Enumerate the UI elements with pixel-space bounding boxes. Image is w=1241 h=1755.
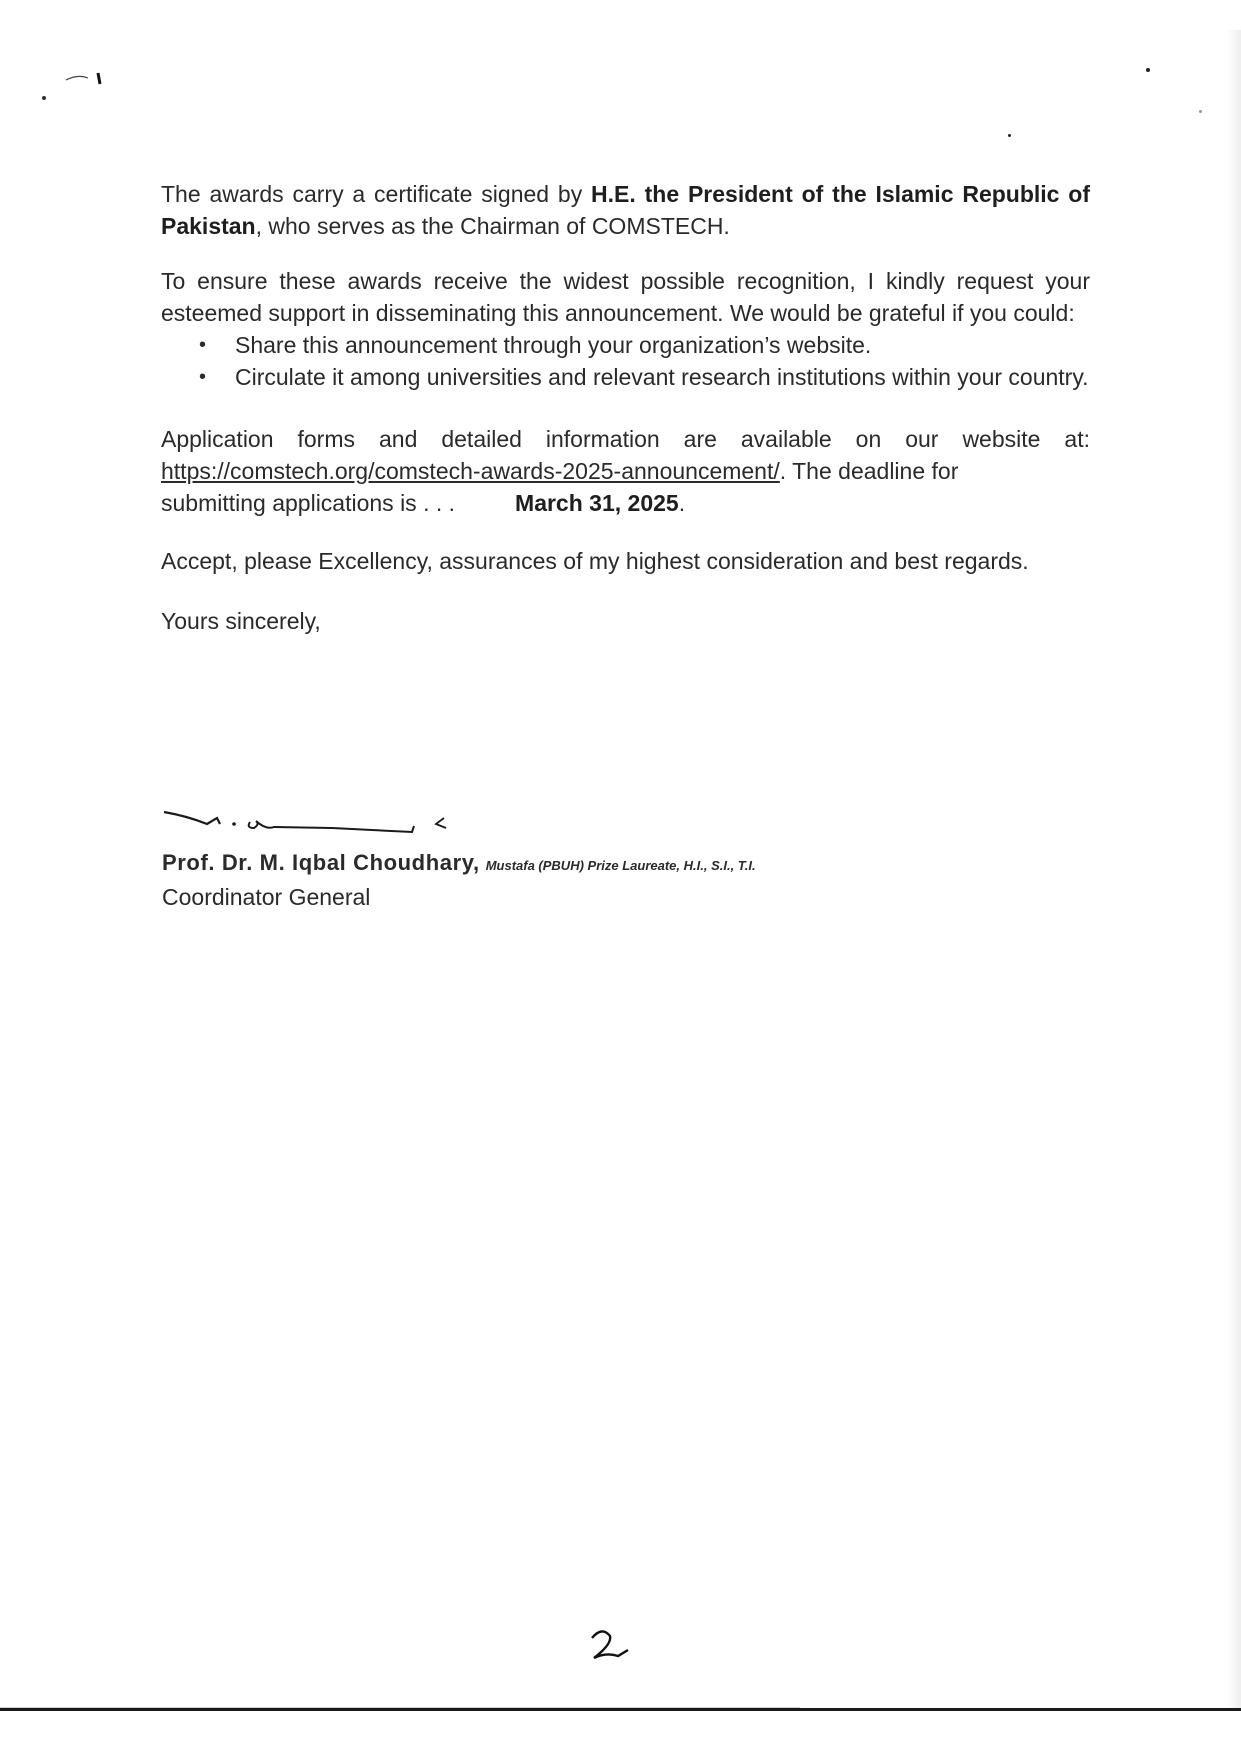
scan-speck	[1146, 68, 1150, 72]
scan-speck	[1199, 110, 1202, 113]
bullet-icon: •	[199, 334, 207, 356]
paragraph-application	[161, 423, 1090, 487]
website-link[interactable]: https://comstech.org/comstech-awards-2025-announcement/	[161, 458, 780, 484]
paragraph-closing: Accept, please Excellency, assurances of my highest consideration and best regards.	[161, 548, 1029, 574]
scan-speck	[1008, 134, 1011, 137]
scan-mark-top-left	[36, 66, 116, 106]
deadline-text: submitting applications is . . .	[161, 490, 456, 516]
paragraph-certificate-text-2: , who serves as the Chairman of COMSTECH.	[255, 213, 730, 239]
paragraph-certificate	[161, 178, 1090, 242]
handwritten-signature	[162, 806, 462, 846]
president-title: H.E. the President of the Islamic Republic of Pakistan	[161, 181, 1090, 239]
list-item-text: Share this announcement through your organization’s website.	[235, 332, 872, 358]
deadline-period: .	[678, 490, 686, 516]
list-item-text: Circulate it among universities and relevant research institutions within your country.	[235, 364, 1089, 390]
scan-edge-bottom	[0, 1708, 1241, 1711]
handwritten-page-number	[586, 1628, 636, 1668]
salutation: Yours sincerely,	[161, 608, 321, 634]
request-list	[161, 329, 1090, 393]
signer-line	[162, 850, 756, 876]
scan-edge-right	[1227, 30, 1241, 1710]
deadline-date: March 31, 2025	[515, 490, 679, 516]
paragraph-application-text-2: . The deadline for	[779, 458, 959, 484]
letter-body	[161, 178, 1090, 637]
paragraph-request: To ensure these awards receive the widest possible recognition, I kindly request your esteemed support in disseminating this announcement. We would be grateful if you could:	[161, 268, 1090, 326]
list-item	[161, 329, 1090, 361]
signer-honors: Mustafa (PBUH) Prize Laureate, H.I., S.I., T.I.	[485, 858, 756, 873]
list-item	[161, 361, 1090, 393]
bullet-icon: •	[199, 366, 207, 388]
paragraph-application-text-1: Application forms and detailed information are available on our website at:	[161, 426, 1090, 452]
signer-title: Coordinator General	[162, 884, 371, 910]
signer-name: Prof. Dr. M. Iqbal Choudhary,	[162, 850, 480, 875]
paragraph-certificate-text-1: The awards carry a certificate signed by	[161, 181, 592, 207]
deadline-line	[161, 487, 1090, 519]
